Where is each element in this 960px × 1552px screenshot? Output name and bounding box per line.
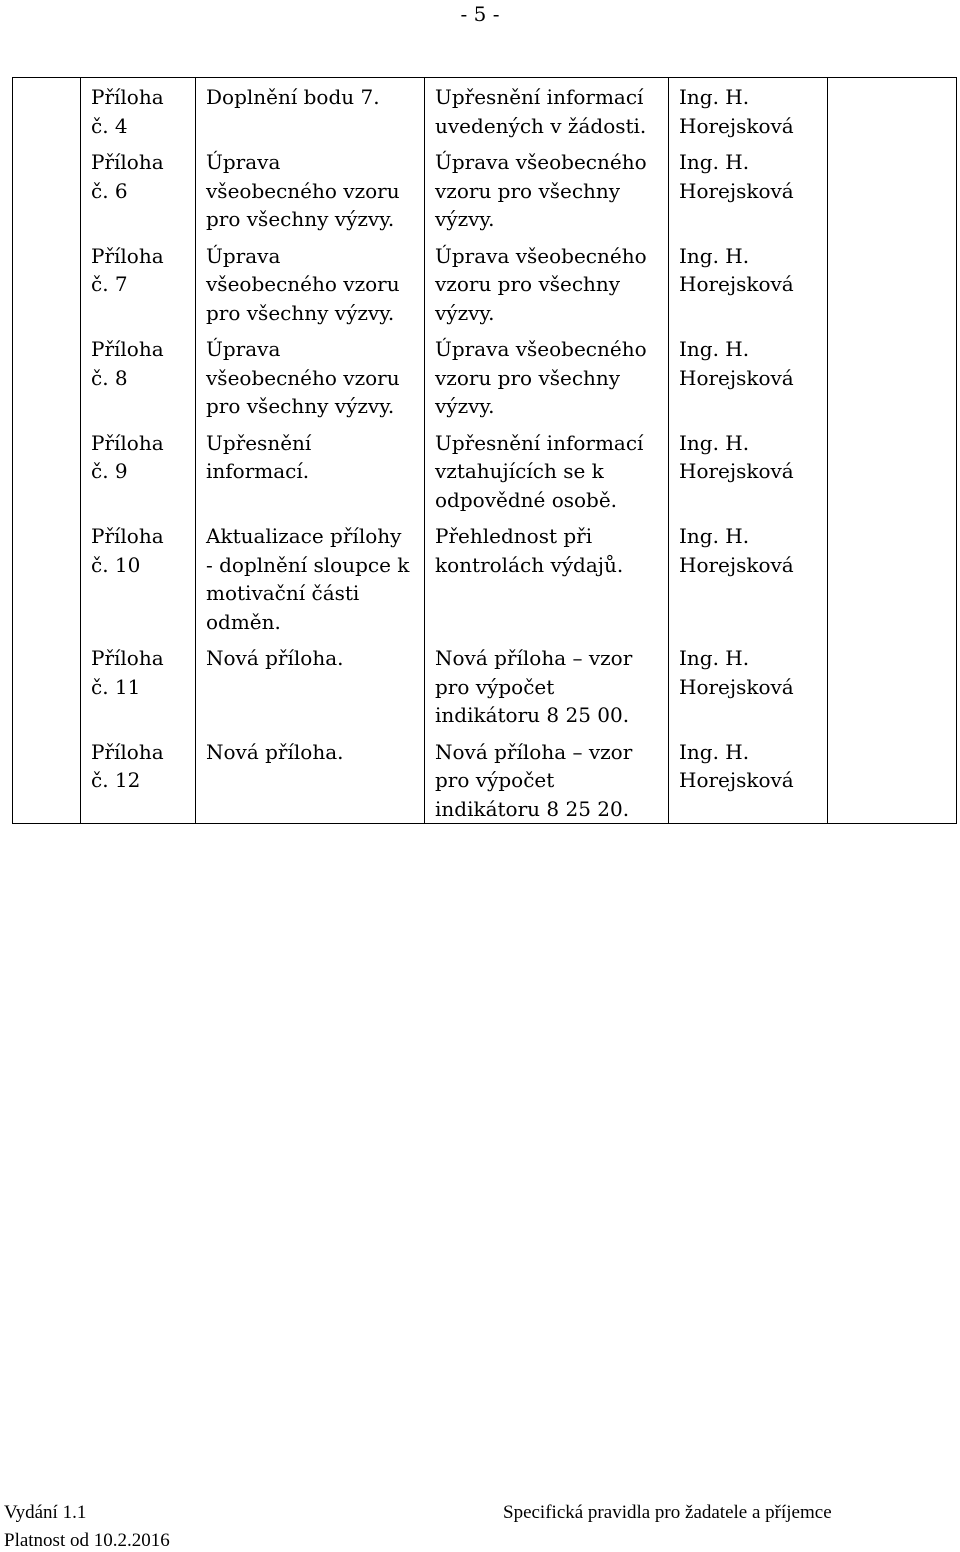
table-row — [13, 423, 957, 517]
table-row — [13, 78, 957, 143]
table-row — [13, 329, 957, 423]
blank-cell — [828, 142, 957, 236]
attachment-cell — [81, 236, 196, 330]
change-reason-cell — [425, 329, 669, 423]
attachment-cell-text: Příloha č. 7 — [91, 243, 164, 296]
attachment-cell — [81, 732, 196, 824]
change-description-cell — [196, 732, 425, 824]
blank-cell — [13, 423, 81, 517]
blank-cell — [13, 236, 81, 330]
blank-cell — [828, 423, 957, 517]
blank-cell — [828, 732, 957, 824]
blank-cell — [13, 638, 81, 732]
blank-cell — [828, 329, 957, 423]
attachment-cell — [81, 516, 196, 638]
author-cell-text: Ing. H. Horejsková — [679, 430, 794, 483]
change-reason-cell-text: Upřesnění informací vztahujících se k odpovědné osobě. — [435, 430, 644, 512]
author-cell — [669, 329, 828, 423]
change-description-cell-text: Nová příloha. — [206, 646, 344, 670]
change-description-cell-text: Aktualizace přílohy - doplnění sloupce k motivační části odměn. — [206, 524, 410, 634]
change-description-cell — [196, 236, 425, 330]
blank-cell — [828, 236, 957, 330]
author-cell — [669, 732, 828, 824]
footer-edition: Vydání 1.1 — [4, 1502, 87, 1523]
change-reason-cell-text: Úprava všeobecného vzoru pro všechny výzvy. — [435, 243, 647, 325]
change-description-cell-text: Úprava všeobecného vzoru pro všechny výzvy. — [206, 150, 400, 231]
change-reason-cell-text: Upřesnění informací uvedených v žádosti. — [435, 85, 647, 138]
blank-cell — [13, 516, 81, 638]
attachment-cell — [81, 423, 196, 517]
change-reason-cell — [425, 423, 669, 517]
author-cell-text: Ing. H. Horejsková — [679, 646, 794, 699]
author-cell-text: Ing. H. Horejsková — [679, 739, 794, 792]
author-cell-text: Ing. H. Horejsková — [679, 337, 794, 390]
change-reason-cell-text: Nová příloha – vzor pro výpočet indikátoru 8 25 00. — [435, 646, 633, 727]
attachment-cell — [81, 638, 196, 732]
change-description-cell — [196, 142, 425, 236]
change-reason-cell — [425, 638, 669, 732]
change-log-table — [12, 77, 957, 824]
table-row — [13, 516, 957, 638]
change-description-cell — [196, 423, 425, 517]
author-cell — [669, 142, 828, 236]
page-number: - 5 - — [460, 2, 500, 26]
attachment-cell — [81, 78, 196, 143]
change-reason-cell-text: Úprava všeobecného vzoru pro všechny výzvy. — [435, 150, 647, 231]
attachment-cell-text: Příloha č. 9 — [91, 430, 164, 483]
change-description-cell-text: Úprava všeobecného vzoru pro všechny výzvy. — [206, 243, 400, 325]
author-cell — [669, 78, 828, 143]
attachment-cell-text: Příloha č. 8 — [91, 337, 164, 390]
footer-validity: Platnost od 10.2.2016 — [4, 1530, 170, 1551]
blank-cell — [13, 329, 81, 423]
author-cell — [669, 236, 828, 330]
change-reason-cell-text: Přehlednost při kontrolách výdajů. — [435, 524, 624, 577]
table-row — [13, 236, 957, 330]
change-log-body — [13, 78, 957, 824]
attachment-cell-text: Příloha č. 10 — [91, 524, 164, 577]
attachment-cell-text: Příloha č. 11 — [91, 646, 164, 699]
blank-cell — [828, 78, 957, 143]
change-description-cell — [196, 516, 425, 638]
attachment-cell-text: Příloha č. 4 — [91, 85, 164, 138]
attachment-cell — [81, 142, 196, 236]
change-reason-cell — [425, 516, 669, 638]
footer-document-title: Specifická pravidla pro žadatele a příjemce — [503, 1502, 832, 1523]
attachment-cell — [81, 329, 196, 423]
change-description-cell — [196, 329, 425, 423]
blank-cell — [13, 142, 81, 236]
attachment-cell-text: Příloha č. 12 — [91, 739, 164, 792]
change-reason-cell — [425, 78, 669, 143]
table-row — [13, 732, 957, 824]
author-cell — [669, 516, 828, 638]
change-reason-cell — [425, 142, 669, 236]
blank-cell — [13, 78, 81, 143]
change-description-cell — [196, 638, 425, 732]
blank-cell — [828, 638, 957, 732]
author-cell-text: Ing. H. Horejsková — [679, 85, 794, 138]
blank-cell — [828, 516, 957, 638]
author-cell-text: Ing. H. Horejsková — [679, 524, 794, 577]
author-cell — [669, 423, 828, 517]
author-cell-text: Ing. H. Horejsková — [679, 150, 794, 203]
change-reason-cell-text: Nová příloha – vzor pro výpočet indikátoru 8 25 20. — [435, 739, 633, 821]
table-row — [13, 142, 957, 236]
change-description-cell-text: Doplnění bodu 7. — [206, 85, 380, 109]
change-reason-cell — [425, 236, 669, 330]
author-cell-text: Ing. H. Horejsková — [679, 243, 794, 296]
change-reason-cell — [425, 732, 669, 824]
change-reason-cell-text: Úprava všeobecného vzoru pro všechny výzvy. — [435, 337, 647, 418]
change-description-cell-text: Upřesnění informací. — [206, 430, 312, 483]
blank-cell — [13, 732, 81, 824]
table-row — [13, 638, 957, 732]
attachment-cell-text: Příloha č. 6 — [91, 150, 164, 203]
change-description-cell-text: Úprava všeobecného vzoru pro všechny výzvy. — [206, 337, 400, 418]
change-description-cell — [196, 78, 425, 143]
change-description-cell-text: Nová příloha. — [206, 739, 344, 764]
author-cell — [669, 638, 828, 732]
